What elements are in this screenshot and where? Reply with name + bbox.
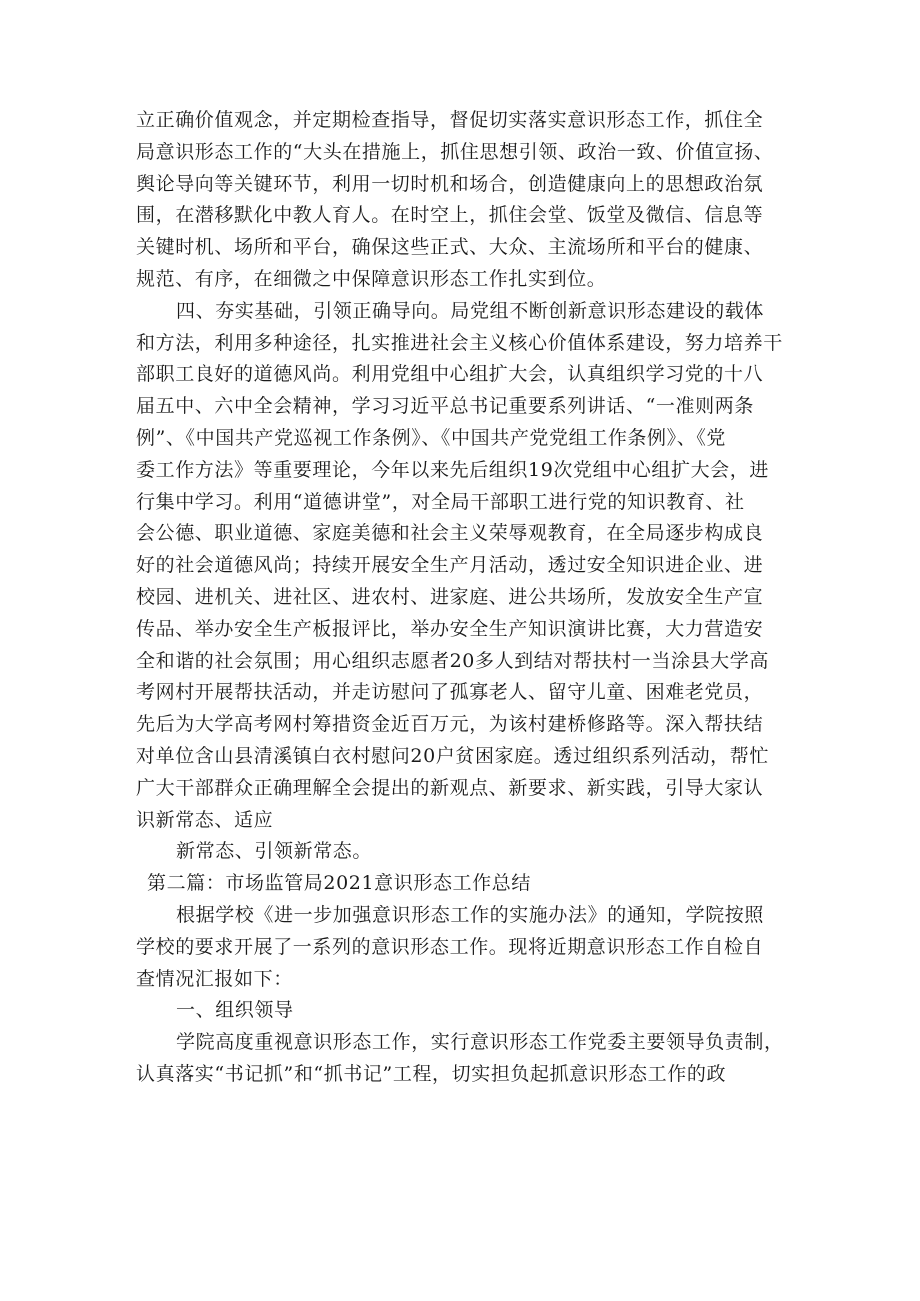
text-line: 识新常态、适应 — [136, 808, 274, 831]
paragraph-start: 根据学校《进一步加强意识形态工作的实施办法》的通知，学院按照 — [176, 903, 765, 926]
text-line: 和方法，利用多种途径，扎实推进社会主义核心价值体系建设，努力培养干 — [136, 331, 783, 354]
section-heading: 第二篇：市场监管局2021意识形态工作总结 — [147, 872, 531, 895]
document-body — [136, 105, 796, 1091]
text-line: 对单位含山县清溪镇白衣村慰问20户贫困家庭。透过组织系列活动，帮忙 — [136, 744, 769, 767]
paragraph-start: 新常态、引领新常态。 — [176, 840, 373, 863]
subsection-heading: 一、组织领导 — [176, 999, 294, 1022]
text-line: 关键时机、场所和平台，确保这些正式、大众、主流场所和平台的健康、 — [136, 236, 764, 259]
text-line: 届五中、六中全会精神，学习习近平总书记重要系列讲话、“一准则两条 — [136, 395, 754, 418]
text-line: 学校的要求开展了一系列的意识形态工作。现将近期意识形态工作自检自 — [136, 935, 764, 958]
paragraph-start: 学院高度重视意识形态工作，实行意识形态工作党委主要领导负责制， — [176, 1031, 784, 1054]
text-line: 舆论导向等关键环节，利用一切时机和场合，创造健康向上的思想政治氛 — [136, 172, 764, 195]
text-line: 考网村开展帮扶活动，并走访慰问了孤寡老人、留守儿童、困难老党员， — [136, 681, 764, 704]
text-line: 全和谐的社会氛围；用心组织志愿者20多人到结对帮扶村一当涂县大学高 — [136, 649, 769, 672]
paragraph-start: 四、夯实基础，引领正确导向。局党组不断创新意识形态建设的载体 — [176, 299, 765, 322]
text-line: 校园、进机关、进社区、进农村、进家庭、进公共场所，发放安全生产宣 — [136, 585, 764, 608]
text-line: 委工作方法》等重要理论，今年以来先后组织19次党组中心组扩大会，进 — [136, 458, 769, 481]
text-line: 好的社会道德风尚；持续开展安全生产月活动，透过安全知识进企业、进 — [136, 554, 764, 577]
text-line: 围，在潜移默化中教人育人。在时空上，抓住会堂、饭堂及微信、信息等 — [136, 204, 764, 227]
text-line: 立正确价值观念，并定期检查指导，督促切实落实意识形态工作，抓住全 — [136, 109, 764, 131]
text-line: 查情况汇报如下： — [136, 967, 293, 990]
text-line: 行集中学习。利用“道德讲堂”，对全局干部职工进行党的知识教育、社 — [136, 490, 745, 513]
text-line: 部职工良好的道德风尚。利用党组中心组扩大会，认真组织学习党的十八 — [136, 363, 764, 386]
text-line: 会公德、职业道德、家庭美德和社会主义荣辱观教育，在全局逐步构成良 — [136, 522, 764, 545]
text-line: 例”、《中国共产党巡视工作条例》、《中国共产党党组工作条例》、《党 — [136, 426, 727, 449]
text-line: 先后为大学高考网村筹措资金近百万元，为该村建桥修路等。深入帮扶结 — [136, 713, 764, 736]
text-line: 认真落实“书记抓”和“抓书记”工程，切实担负起抓意识形态工作的政 — [136, 1062, 727, 1085]
text-line: 传品、举办安全生产板报评比，举办安全生产知识演讲比赛，大力营造安 — [136, 617, 764, 640]
text-line: 规范、有序，在细微之中保障意识形态工作扎实到位。 — [136, 267, 607, 290]
text-line: 广大干部群众正确理解全会提出的新观点、新要求、新实践，引导大家认 — [136, 776, 764, 799]
text-line: 局意识形态工作的“大头在措施上，抓住思想引领、政治一致、价值宣扬、 — [136, 140, 774, 163]
